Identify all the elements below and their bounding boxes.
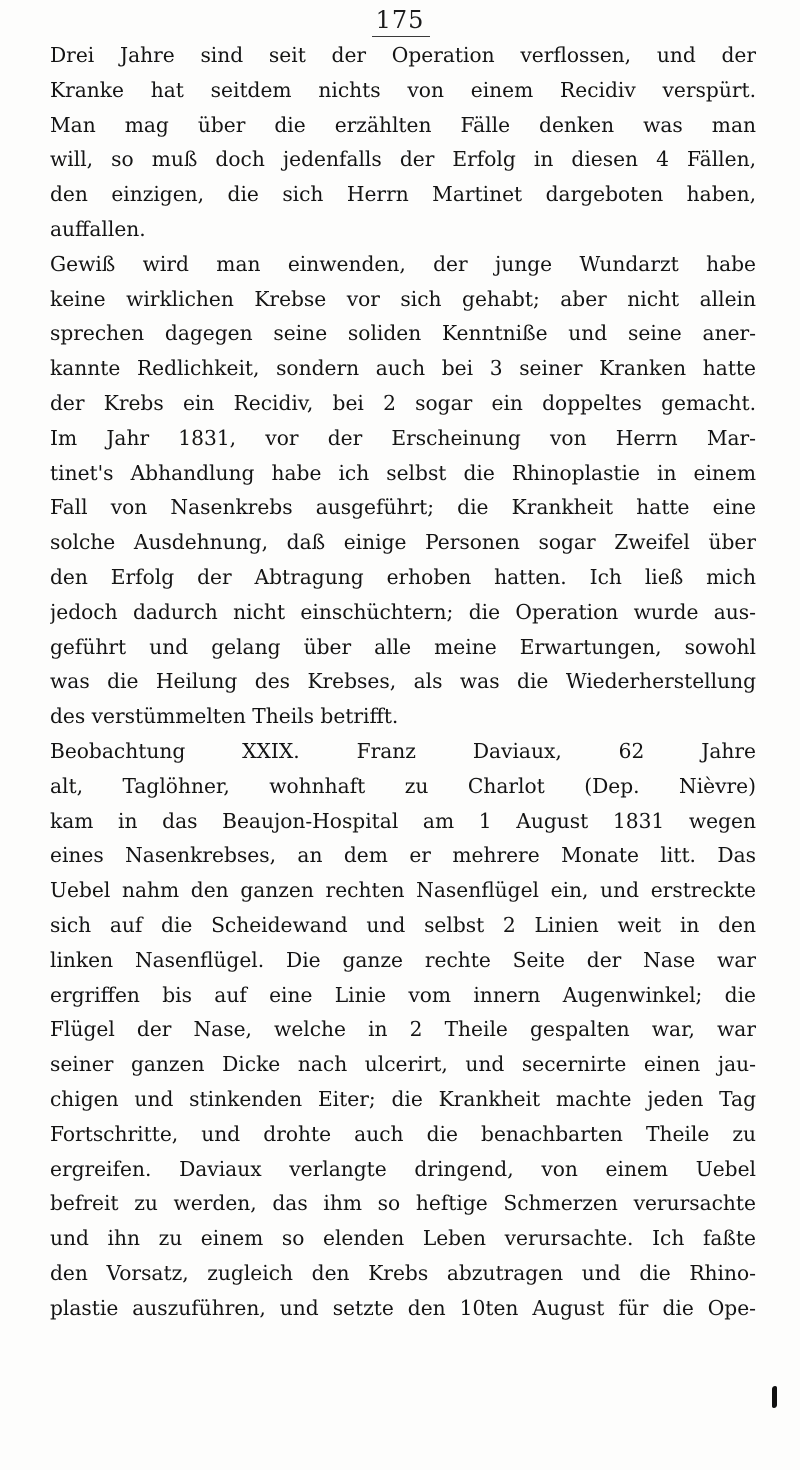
- text-line: Drei Jahre sind seit der Operation verflossen, und der: [50, 43, 756, 67]
- text-line: keine wirklichen Krebse vor sich gehabt; aber nicht allein: [50, 286, 756, 311]
- text-line: Kranke hat seitdem nichts von einem Recidiv verspürt.: [50, 77, 756, 102]
- margin-ink-mark: [772, 1386, 777, 1408]
- text-line: des verstümmelten Theils betrifft.: [50, 704, 399, 729]
- text-line: was die Heilung des Krebses, als was die Wiederherstellung: [50, 669, 756, 694]
- page-number-rule: [372, 36, 430, 37]
- text-line: will, so muß doch jedenfalls der Erfolg in diesen 4 Fällen,: [50, 147, 756, 172]
- text-line: plastie auszuführen, und setzte den 10ten August für die Ope-: [50, 1295, 756, 1320]
- body-text: [50, 38, 756, 1325]
- text-line: jedoch dadurch nicht einschüchtern; die Operation wurde aus-: [50, 599, 756, 624]
- text-line: sprechen dagegen seine soliden Kenntniße und seine aner-: [50, 321, 756, 346]
- text-line: Fortschritte, und drohte auch die benachbarten Theile zu: [50, 1121, 756, 1146]
- text-line: Flügel der Nase, welche in 2 Theile gespalten war, war: [50, 1017, 756, 1042]
- text-line: und ihn zu einem so elenden Leben verursachte. Ich faßte: [50, 1226, 756, 1251]
- text-line: befreit zu werden, das ihm so heftige Schmerzen verursachte: [50, 1191, 756, 1216]
- text-line: den Vorsatz, zugleich den Krebs abzutragen und die Rhino-: [50, 1260, 756, 1285]
- text-line: alt, Taglöhner, wohnhaft zu Charlot (Dep. Nièvre): [50, 773, 756, 798]
- text-line: kannte Redlichkeit, sondern auch bei 3 seiner Kranken hatte: [50, 356, 756, 381]
- text-line: Fall von Nasenkrebs ausgeführt; die Krankheit hatte eine: [50, 495, 756, 520]
- text-line: geführt und gelang über alle meine Erwartungen, sowohl: [50, 634, 756, 659]
- text-line: Im Jahr 1831, vor der Erscheinung von Herrn Mar-: [50, 425, 756, 450]
- text-line: ergreifen. Daviaux verlangte dringend, von einem Uebel: [50, 1156, 756, 1181]
- text-line: Beobachtung XXIX. Franz Daviaux, 62 Jahre: [50, 738, 756, 763]
- text-line: den einzigen, die sich Herrn Martinet dargeboten haben,: [50, 182, 756, 207]
- text-line: tinet's Abhandlung habe ich selbst die Rhinoplastie in einem: [50, 460, 756, 485]
- text-line: den Erfolg der Abtragung erhoben hatten. Ich ließ mich: [50, 564, 756, 589]
- text-line: linken Nasenflügel. Die ganze rechte Seite der Nase war: [50, 947, 756, 972]
- text-line: kam in das Beaujon-Hospital am 1 August 1831 wegen: [50, 808, 756, 833]
- text-line: Man mag über die erzählten Fälle denken was man: [50, 112, 756, 137]
- text-line: solche Ausdehnung, daß einige Personen sogar Zweifel über: [50, 530, 756, 555]
- text-line: sich auf die Scheidewand und selbst 2 Linien weit in den: [50, 912, 756, 937]
- text-line: chigen und stinkenden Eiter; die Krankheit machte jeden Tag: [50, 1086, 756, 1111]
- text-line: der Krebs ein Recidiv, bei 2 sogar ein doppeltes gemacht.: [50, 390, 756, 415]
- page-number: 175: [375, 6, 425, 34]
- text-line: Uebel nahm den ganzen rechten Nasenflügel ein, und erstreckte: [50, 878, 756, 903]
- text-line: ergriffen bis auf eine Linie vom innern Augenwinkel; die: [50, 982, 756, 1007]
- text-line: Gewiß wird man einwenden, der junge Wundarzt habe: [50, 251, 756, 276]
- text-line: auffallen.: [50, 216, 146, 241]
- text-line: eines Nasenkrebses, an dem er mehrere Monate litt. Das: [50, 843, 756, 868]
- text-line: seiner ganzen Dicke nach ulcerirt, und secernirte einen jau-: [50, 1052, 756, 1077]
